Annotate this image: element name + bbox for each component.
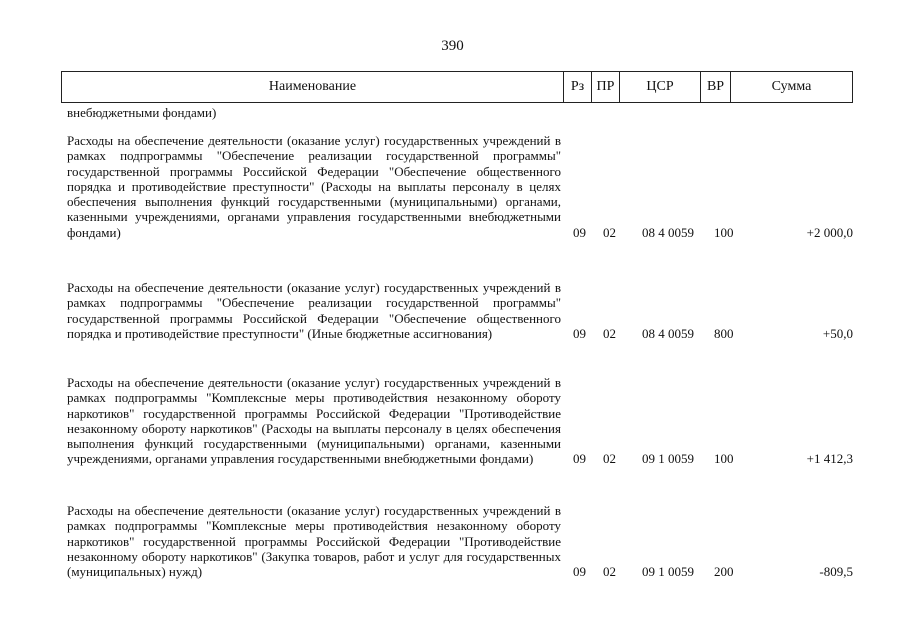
- row-sum: +1 412,3: [806, 451, 853, 467]
- row-sum: -809,5: [819, 564, 853, 580]
- row-pr: 02: [603, 325, 616, 341]
- header-csr: ЦСР: [619, 72, 700, 102]
- row-description: Расходы на обеспечение деятельности (оказание услуг) государственных учреждений в рамках подпрограммы "Обеспечение реализации государственной программы" государственной программы Российской Федерации "Обеспечение общественного порядка и противодействие преступности" (Иные бюджетные ассигнования): [67, 280, 561, 341]
- table-header: [61, 71, 853, 103]
- row-pr: 02: [603, 451, 616, 467]
- row-description: Расходы на обеспечение деятельности (оказание услуг) государственных учреждений в рамках подпрограммы "Комплексные меры противодействия незаконному обороту наркотиков" государственной программы Российской Федерации "Противодействие незаконному обороту наркотиков" (Закупка товаров, работ и услуг для государственных (муниципальных) нужд): [67, 503, 561, 580]
- row-vr: 800: [714, 325, 734, 341]
- table-row: [67, 133, 853, 240]
- row-csr: 08 4 0059: [642, 224, 694, 240]
- header-sum: Сумма: [730, 72, 852, 102]
- header-vr: ВР: [700, 72, 730, 102]
- row-rz: 09: [573, 224, 586, 240]
- continuation-text: внебюджетными фондами): [67, 105, 217, 120]
- row-vr: 100: [714, 224, 734, 240]
- row-description: Расходы на обеспечение деятельности (оказание услуг) государственных учреждений в рамках подпрограммы "Обеспечение реализации государственной программы" государственной программы Российской Федерации "Обеспечение общественного порядка и противодействие преступности" (Расходы на выплаты персоналу в целях обеспечения выполнения функций государственными (муниципальными) органами, казенными учреждениями, органами управления государственными внебюджетными фондами): [67, 133, 561, 240]
- row-csr: 08 4 0059: [642, 325, 694, 341]
- table-row: [67, 280, 853, 341]
- page-number: 390: [441, 38, 464, 54]
- row-vr: 100: [714, 451, 734, 467]
- row-description: Расходы на обеспечение деятельности (оказание услуг) государственных учреждений в рамках подпрограммы "Комплексные меры противодействия незаконному обороту наркотиков" государственной программы Российской Федерации "Противодействие незаконному обороту наркотиков" (Расходы на выплаты персоналу в целях обеспечения выполнения функций государственными (муниципальными) органами, казенными учреждениями, органами управления государственными внебюджетными фондами): [67, 375, 561, 467]
- row-csr: 09 1 0059: [642, 564, 694, 580]
- header-pr: ПР: [591, 72, 619, 102]
- row-csr: 09 1 0059: [642, 451, 694, 467]
- row-vr: 200: [714, 564, 734, 580]
- row-rz: 09: [573, 325, 586, 341]
- header-rz: Рз: [563, 72, 591, 102]
- table-row: [67, 503, 853, 579]
- row-sum: +50,0: [822, 325, 853, 341]
- row-pr: 02: [603, 564, 616, 580]
- table-row: [67, 375, 853, 467]
- row-rz: 09: [573, 451, 586, 467]
- row-sum: +2 000,0: [806, 224, 853, 240]
- row-rz: 09: [573, 564, 586, 580]
- row-pr: 02: [603, 224, 616, 240]
- header-name: Наименование: [268, 79, 357, 94]
